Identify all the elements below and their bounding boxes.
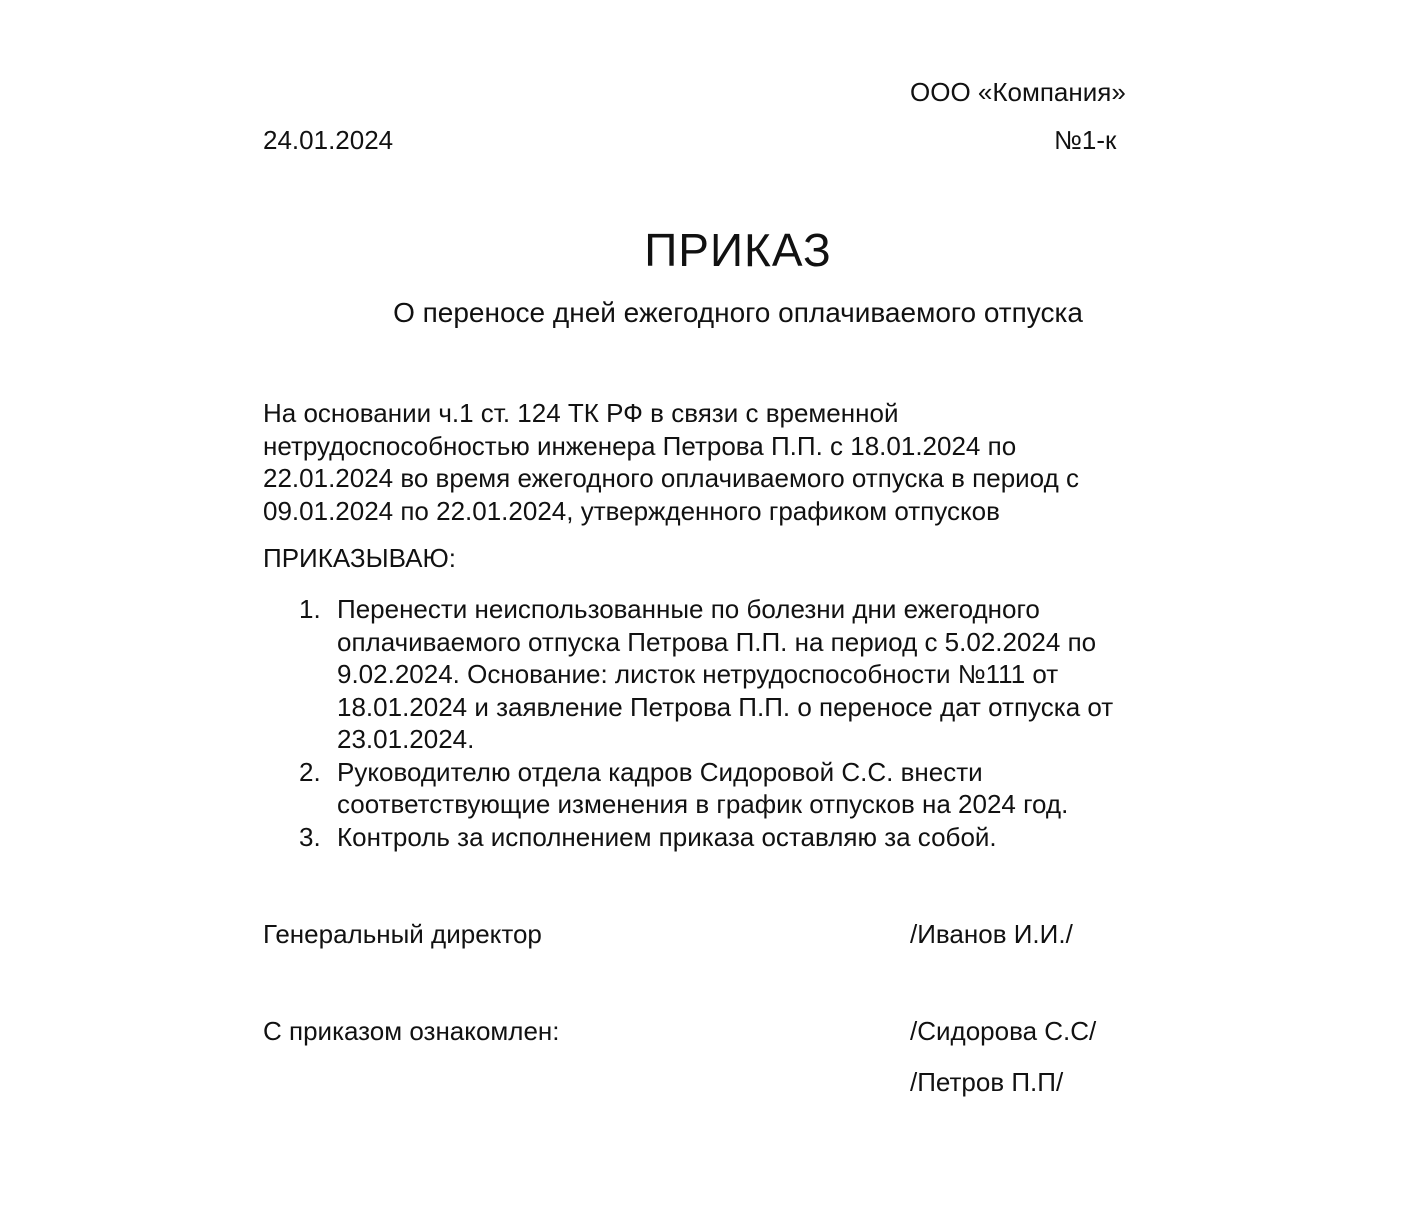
order-item-1: [263, 593, 1223, 756]
document-title: ПРИКАЗ: [644, 224, 832, 276]
document-subtitle: О переносе дней ежегодного оплачиваемого отпуска: [393, 297, 1083, 328]
company-name: ООО «Компания»: [910, 77, 1126, 107]
item-line: 9.02.2024. Основание: листок нетрудоспособности №111 от: [337, 659, 1059, 689]
item-number: 1.: [299, 594, 321, 624]
order-item-2: [263, 756, 1223, 821]
order-item-3: [263, 821, 1223, 854]
item-line: оплачиваемого отпуска Петрова П.П. на период с 5.02.2024 по: [337, 626, 1097, 657]
preamble-line: 22.01.2024 во время ежегодного оплачиваемого отпуска в период с: [263, 463, 1079, 493]
item-line: Руководителю отдела кадров Сидоровой С.С. внести: [337, 756, 983, 787]
acknowledged-name: /Петров П.П/: [910, 1067, 1064, 1097]
signatory-name: /Иванов И.И./: [910, 919, 1073, 949]
preamble-line: 09.01.2024 по 22.01.2024, утвержденного графиком отпусков: [263, 495, 1000, 526]
item-line: 23.01.2024.: [337, 724, 475, 754]
preamble-paragraph: [263, 397, 1203, 527]
order-number: №1-к: [1054, 125, 1117, 155]
signatory-title: Генеральный директор: [263, 919, 542, 949]
item-line: 18.01.2024 и заявление Петрова П.П. о переносе дат отпуска от: [337, 691, 1114, 722]
item-number: 3.: [299, 821, 321, 852]
item-line: Перенести неиспользованные по болезни дни ежегодного: [337, 594, 1040, 624]
acknowledgement-label: С приказом ознакомлен:: [263, 1016, 560, 1046]
preamble-line: нетрудоспособностью инженера Петрова П.П. с 18.01.2024 по: [263, 430, 1017, 461]
preamble-line: На основании ч.1 ст. 124 ТК РФ в связи с временной: [263, 398, 899, 428]
item-number: 2.: [299, 756, 321, 787]
acknowledged-name: /Сидорова С.С/: [910, 1016, 1097, 1046]
order-keyword: ПРИКАЗЫВАЮ:: [263, 543, 456, 573]
item-line: соответствующие изменения в график отпусков на 2024 год.: [337, 789, 1069, 819]
item-line: Контроль за исполнением приказа оставляю за собой.: [337, 821, 997, 852]
order-date: 24.01.2024: [263, 125, 394, 155]
order-items-list: [263, 593, 1223, 853]
